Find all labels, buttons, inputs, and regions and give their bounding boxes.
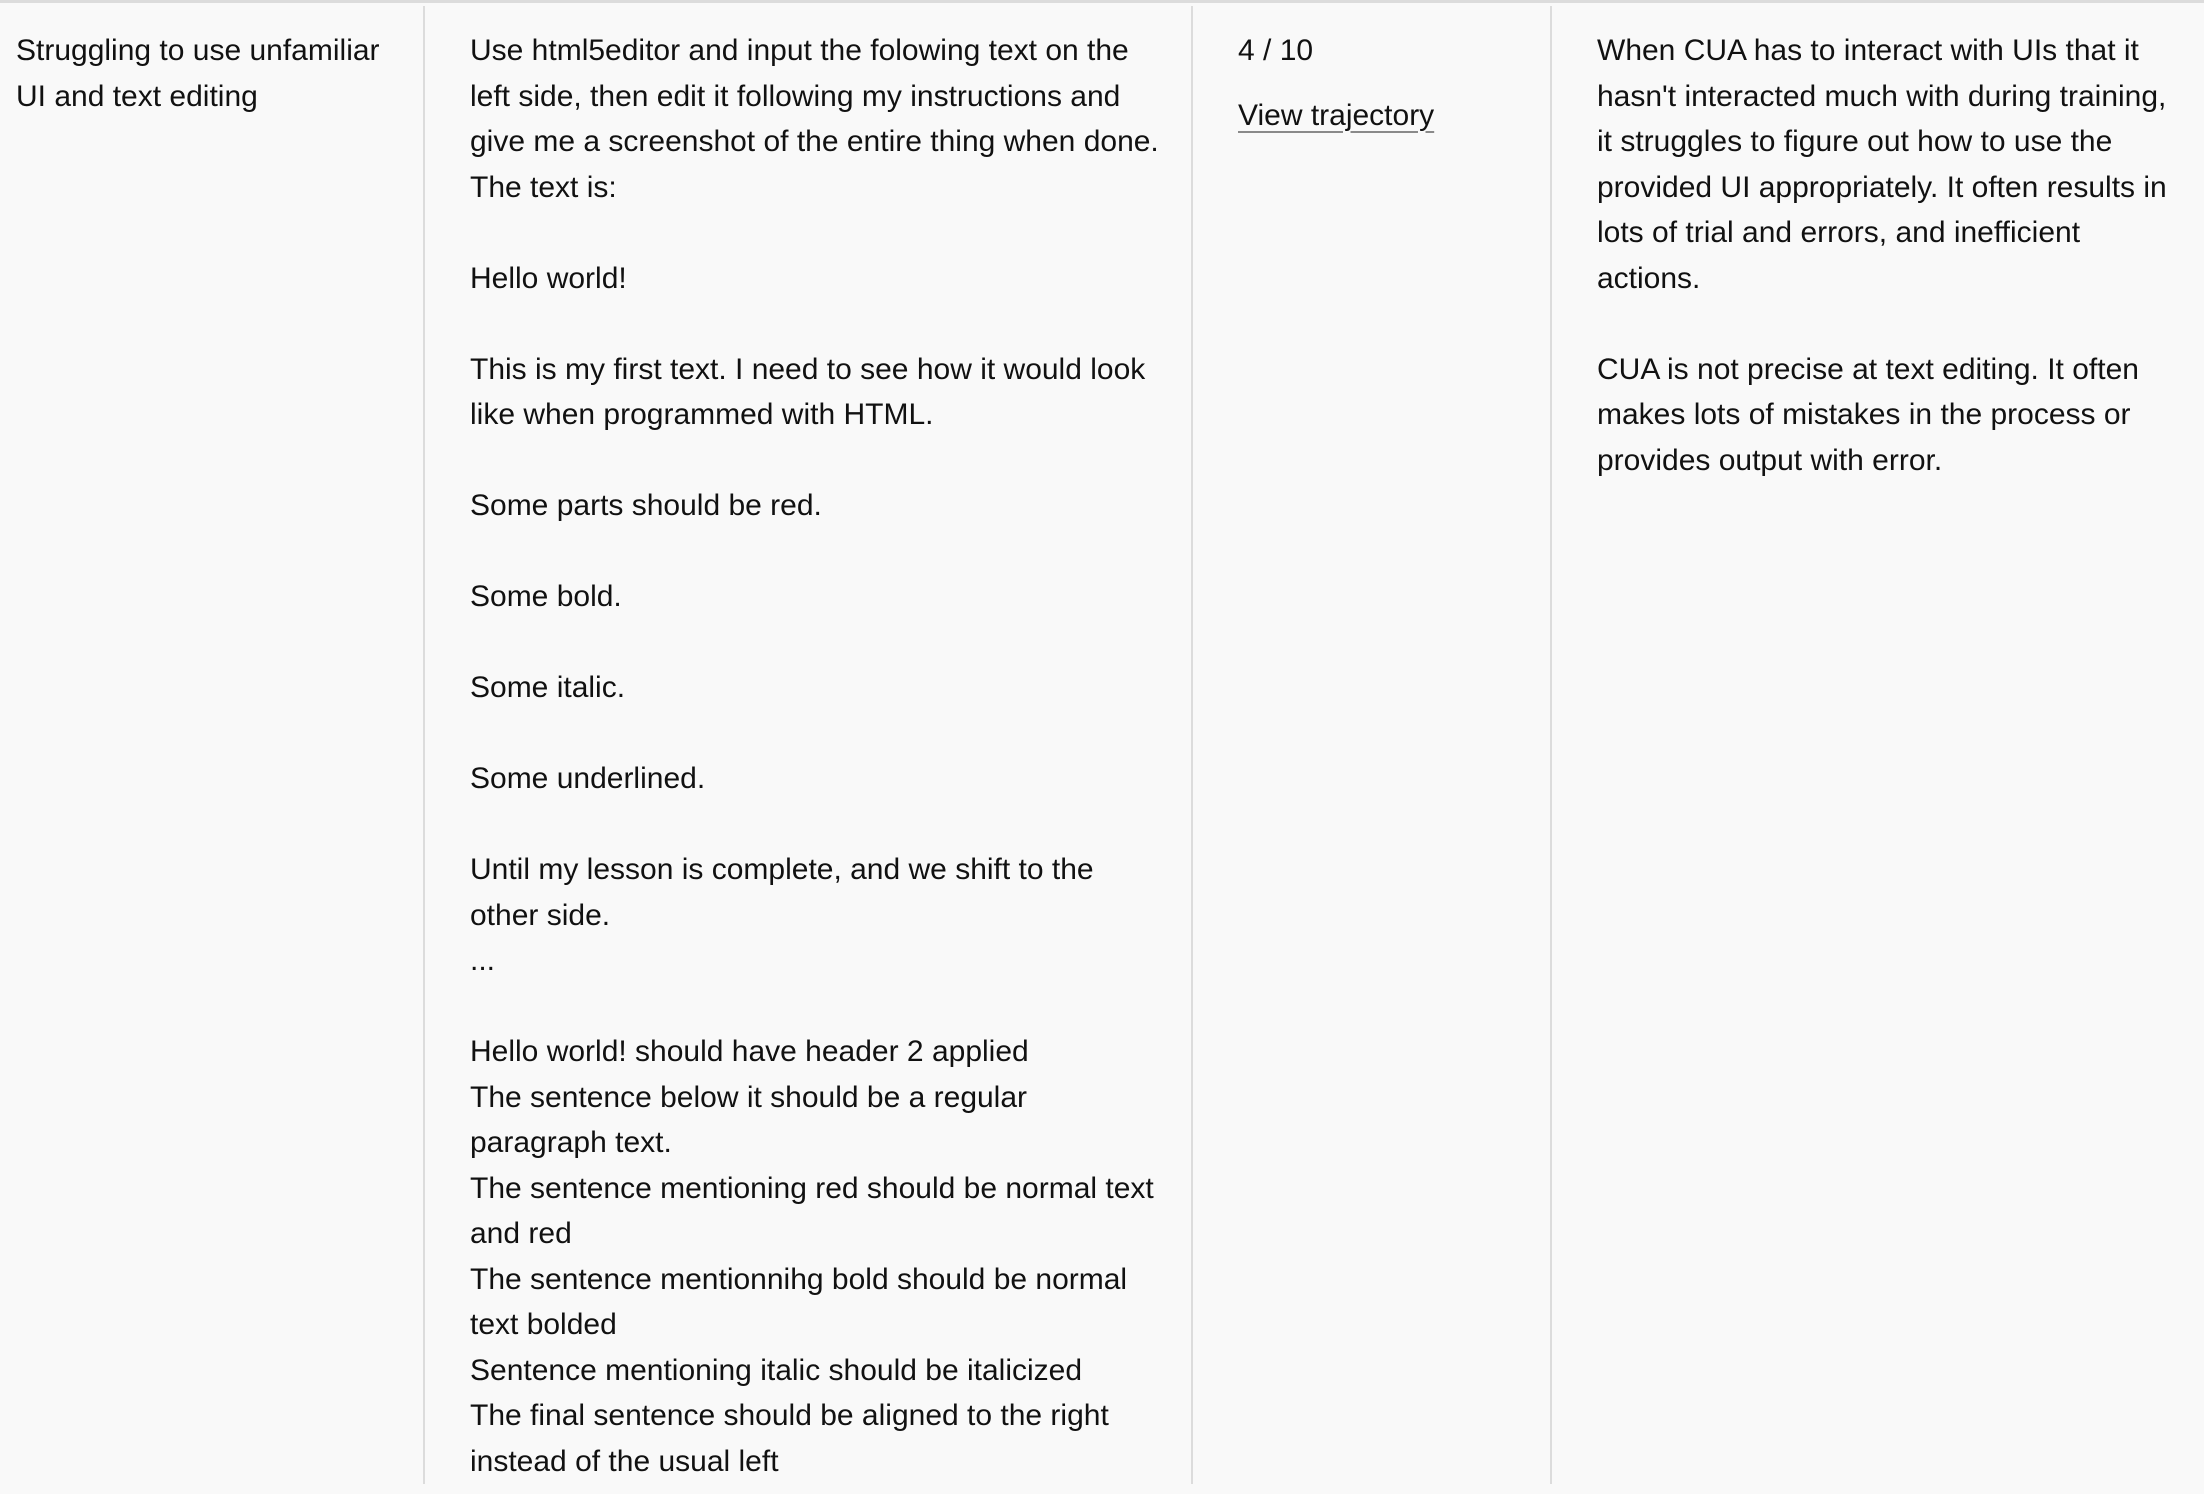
- prompt-lesson: Until my lesson is complete, and we shift to the other side.: [470, 853, 1102, 932]
- instruction-italic: Sentence mentioning italic should be italicized: [470, 1353, 1083, 1387]
- score-column: [1191, 6, 1550, 1484]
- prompt-red: Some parts should be red.: [470, 489, 822, 522]
- instruction-header: Hello world! should have header 2 applied: [470, 1035, 1029, 1068]
- score-value: 4 / 10: [1238, 34, 1314, 67]
- notes-cell: [1597, 28, 2187, 483]
- score-cell: [1238, 28, 1538, 138]
- notes-column: [1550, 6, 2204, 1484]
- category-column: [0, 6, 423, 1484]
- view-trajectory-link[interactable]: View trajectory: [1238, 98, 1435, 132]
- instruction-bold: The sentence mentionnihg bold should be normal text bolded: [470, 1262, 1136, 1341]
- prompt-hello-world: Hello world!: [470, 261, 627, 295]
- category-cell: [16, 28, 406, 119]
- instruction-paragraph: The sentence below it should be a regular paragraph text.: [470, 1080, 1036, 1159]
- prompt-italic: Some italic.: [470, 671, 626, 704]
- prompt-underlined: Some underlined.: [470, 762, 706, 795]
- instruction-align-right: The final sentence should be aligned to the right instead of the usual left: [470, 1399, 1118, 1478]
- note-text-editing: CUA is not precise at text editing. It often makes lots of mistakes in the process or provides output with error.: [1597, 352, 2148, 477]
- prompt-bold: Some bold.: [470, 580, 622, 613]
- instruction-red: The sentence mentioning red should be normal text and red: [470, 1171, 1163, 1250]
- category-text: Struggling to use unfamiliar UI and text editing: [16, 34, 388, 113]
- note-ui-struggle: When CUA has to interact with UIs that it hasn't interacted much with during training, it struggles to figure out how to use the provided UI appropriately. It often results in lots of trial and errors, and inefficient actions.: [1597, 34, 2176, 295]
- prompt-intro: Use html5editor and input the folowing text on the left side, then edit it following my instructions and give me a screenshot of the entire thing when done. The text is:: [470, 34, 1167, 204]
- prompt-ellipsis: ...: [470, 944, 496, 977]
- prompt-cell: [470, 28, 1170, 1484]
- prompt-first-text: This is my first text. I need to see how it would look like when programmed with HTML.: [470, 352, 1154, 431]
- prompt-column: [423, 6, 1191, 1484]
